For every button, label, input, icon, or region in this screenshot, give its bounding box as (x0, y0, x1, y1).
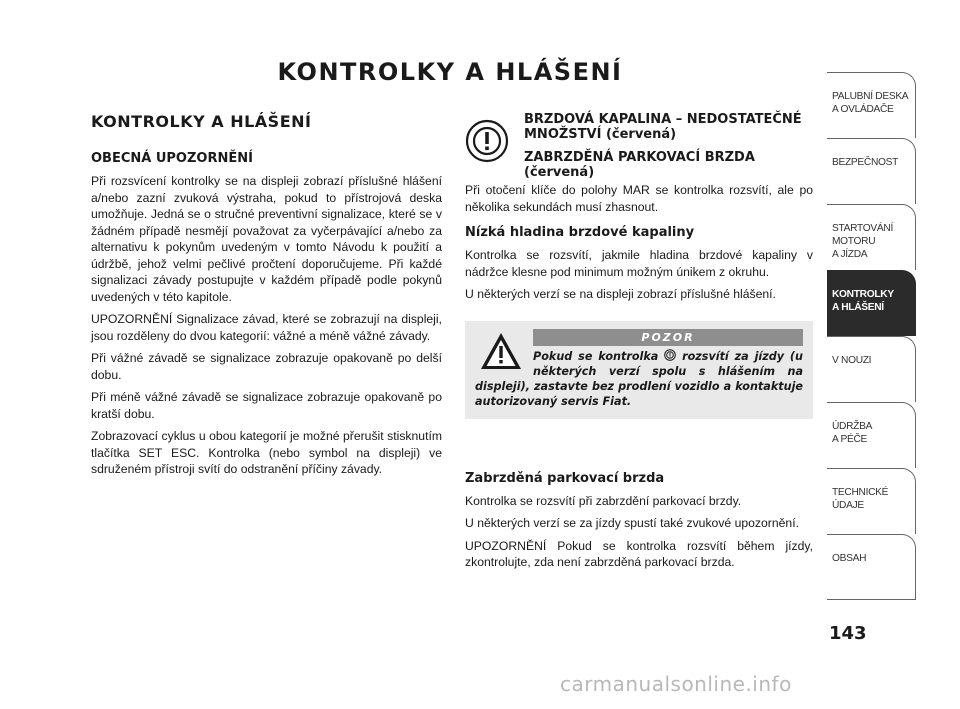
tab-label-line: OBSAH (832, 553, 867, 564)
page-number: 143 (829, 623, 867, 644)
tab-label-line: ÚDRŽBA (832, 421, 873, 432)
low-fluid-title: Nízká hladina brzdové kapaliny (465, 225, 695, 240)
parking-title: Zabrzděná parkovací brzda (465, 470, 665, 486)
tab-label-line: KONTROLKY (832, 289, 894, 300)
tab-startovani-motoru-a-jizda[interactable] (827, 204, 916, 270)
heading-brake-fluid: BRZDOVÁ KAPALINA – NEDOSTATEČNÉ MNOŽSTVÍ (červená) (524, 112, 802, 142)
paragraph: Při rozsvícení kontrolky se na displeji zobrazí příslušné hlášení a/nebo zazní zvuková výstraha, pokud to přístrojová deska umožňuje. Jedná se o stručné preventivní signalizace, které se v žádném případě nesmějí považovat za vyčerpávající a/nebo za alternativu k pokynům uvedeným v tomto Návodu k použití a údržbě, jehož velmi pečlivé pročtení doporučujeme. Při každé signalizaci závady postupujte v každém případě podle pokynů uvedených v této kapitole. (91, 174, 442, 304)
tab-label-line: V NOUZI (832, 355, 872, 366)
paragraph: UPOZORNĚNÍ Signalizace závad, které se zobrazují na displeji, jsou rozděleny do dvou kategorií: vážné a méně vážné závady. (91, 312, 442, 343)
tab-label-line: PALUBNÍ DESKA (832, 91, 909, 102)
tab-kontrolky-a-hlaseni[interactable] (827, 270, 916, 336)
heading-parking-brake: ZABRZDĚNÁ PARKOVACÍ BRZDA (červená) (524, 150, 755, 180)
tab-label-line: A JÍZDA (832, 249, 868, 260)
tab-label-line: ÚDAJE (832, 500, 864, 511)
tab-v-nouzi[interactable] (827, 336, 916, 402)
tab-label-line: A OVLÁDAČE (832, 104, 894, 115)
tab-label-line: BEZPEČNOST (832, 157, 899, 168)
brake-warning-icon (664, 349, 676, 361)
tab-label-line: STARTOVÁNÍ (832, 223, 893, 234)
section-title: KONTROLKY A HLÁŠENÍ (91, 112, 312, 131)
paragraph: U některých verzí se za jízdy spustí také zvukové upozornění. (465, 516, 799, 530)
caution-box (465, 321, 813, 419)
left-column (91, 112, 442, 484)
paragraph: UPOZORNĚNÍ Pokud se kontrolka rozsvítí během jízdy, zkontrolujte, zda není zabrzděná parkovací brzda. (465, 538, 813, 569)
caution-label: POZOR (533, 329, 803, 346)
subsection-title: OBECNÁ UPOZORNĚNÍ (91, 151, 253, 166)
paragraph: U některých verzí se na displeji zobrazí příslušné hlášení. (465, 287, 776, 301)
tab-udrzba-a-pece[interactable] (827, 402, 916, 468)
warning-header (465, 112, 813, 182)
watermark: carmanualsonline.info (560, 672, 792, 696)
paragraph: Kontrolka se rozsvítí při zabrzdění parkovací brzdy. (465, 493, 742, 508)
paragraph: Při méně vážné závadě se signalizace zobrazuje opakovaně po kratší dobu. (91, 390, 442, 421)
tab-label-line: A PÉČE (832, 434, 868, 445)
right-column (465, 112, 813, 577)
tab-label-line: MOTORU (832, 236, 876, 247)
paragraph: Kontrolka se rozsvítí, jakmile hladina brzdové kapaliny v nádržce klesne pod minimum možným únikem z okruhu. (465, 248, 813, 279)
caution-triangle-icon (479, 331, 523, 371)
tab-obsah[interactable] (827, 534, 916, 600)
paragraph: Při vážné závadě se signalizace zobrazuje opakovaně po delší dobu. (91, 351, 442, 382)
intro-text: Při otočení klíče do polohy MAR se kontrolka rozsvítí, ale po několika sekundách musí zhasnout. (465, 183, 813, 214)
tab-label-line: A HLÁŠENÍ (832, 302, 884, 313)
page-title: KONTROLKY A HLÁŠENÍ (277, 58, 623, 86)
tab-palubni-deska-a-ovladace[interactable] (827, 72, 916, 138)
paragraph: Zobrazovací cyklus u obou kategorií je možné přerušit stisknutím tlačítka SET ESC. Kontrolka (nebo symbol na displeji) ve sdruženém přístroji svítí do odstranění příčiny závady. (91, 429, 442, 476)
tab-label-line: TECHNICKÉ (832, 487, 889, 498)
brake-warning-icon (465, 119, 509, 163)
chapter-sidebar (827, 72, 916, 600)
tab-bezpecnost[interactable] (827, 138, 916, 204)
caution-text: Pokud se kontrolka rozsvítí za jízdy (u některých verzí spolu s hlášením na displeji), zastavte bez prodlení vozidlo a kontaktuje autorizovaný servis Fiat. (475, 349, 803, 408)
tab-technicke-udaje[interactable] (827, 468, 916, 534)
